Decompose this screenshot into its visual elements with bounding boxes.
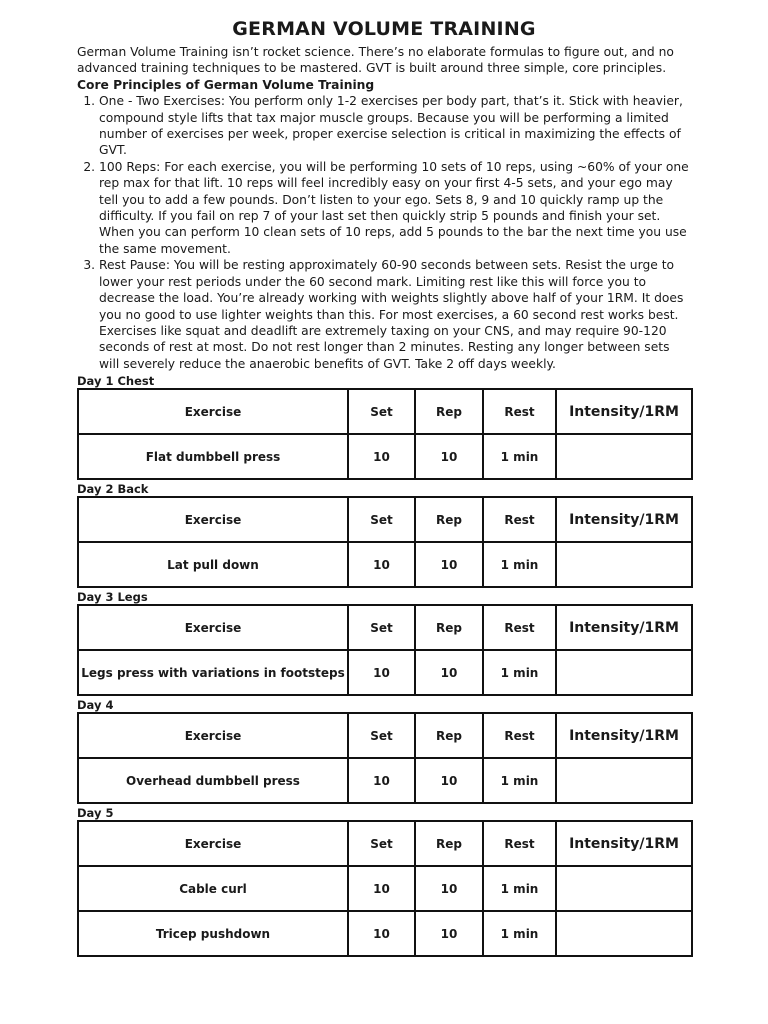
cell-intensity [556, 650, 692, 695]
cell-rep: 10 [415, 866, 483, 911]
day-section [77, 482, 691, 588]
header-intensity: Intensity/1RM [556, 821, 692, 866]
table-header-row [78, 389, 692, 434]
document-page [77, 0, 691, 957]
table-row [78, 434, 692, 479]
header-intensity: Intensity/1RM [556, 713, 692, 758]
header-rep: Rep [415, 821, 483, 866]
principle-item: 2. 100 Reps: For each exercise, you will be performing 10 sets of 10 reps, using ~60% of your one rep max for that lift. 10 reps will feel incredibly easy on your first 4-5 sets, and your ego may tell you to add a few pounds. Don’t listen to your ego. Sets 8, 9 and 10 quickly ramp up the difficulty. If you fail on rep 7 of your last set then quickly strip 5 pounds and finish your set. When you can perform 10 clean sets of 10 reps, add 5 pounds to the bar the next time you use the same movement. [99, 159, 691, 257]
cell-intensity [556, 758, 692, 803]
day-title: Day 5 [77, 806, 114, 821]
cell-rep: 10 [415, 542, 483, 587]
cell-set: 10 [348, 911, 415, 956]
cell-exercise: Overhead dumbbell press [78, 758, 348, 803]
day-section [77, 806, 691, 957]
header-set: Set [348, 605, 415, 650]
header-rep: Rep [415, 389, 483, 434]
cell-intensity [556, 911, 692, 956]
cell-rep: 10 [415, 434, 483, 479]
table-row [78, 911, 692, 956]
cell-rest: 1 min [483, 434, 556, 479]
cell-exercise: Legs press with variations in footsteps [78, 650, 348, 695]
workout-table [77, 496, 693, 588]
cell-intensity [556, 542, 692, 587]
header-rep: Rep [415, 605, 483, 650]
cell-set: 10 [348, 758, 415, 803]
cell-set: 10 [348, 866, 415, 911]
header-rest: Rest [483, 605, 556, 650]
day-section [77, 590, 691, 696]
header-set: Set [348, 497, 415, 542]
day-title: Day 3 Legs [77, 590, 148, 605]
table-header-row [78, 605, 692, 650]
header-exercise: Exercise [78, 821, 348, 866]
cell-rest: 1 min [483, 650, 556, 695]
cell-rep: 10 [415, 758, 483, 803]
header-set: Set [348, 713, 415, 758]
workout-days [77, 374, 691, 957]
table-row [78, 650, 692, 695]
cell-exercise: Lat pull down [78, 542, 348, 587]
workout-table [77, 388, 693, 480]
header-exercise: Exercise [78, 389, 348, 434]
day-title: Day 4 [77, 698, 114, 713]
header-rest: Rest [483, 497, 556, 542]
header-exercise: Exercise [78, 713, 348, 758]
principles-heading: Core Principles of German Volume Training [77, 77, 375, 92]
table-header-row [78, 497, 692, 542]
header-exercise: Exercise [78, 497, 348, 542]
cell-exercise: Tricep pushdown [78, 911, 348, 956]
day-section [77, 698, 691, 804]
header-set: Set [348, 821, 415, 866]
day-title: Day 2 Back [77, 482, 149, 497]
header-set: Set [348, 389, 415, 434]
header-intensity: Intensity/1RM [556, 605, 692, 650]
cell-set: 10 [348, 542, 415, 587]
header-intensity: Intensity/1RM [556, 389, 692, 434]
cell-rest: 1 min [483, 758, 556, 803]
table-row [78, 542, 692, 587]
cell-rep: 10 [415, 911, 483, 956]
cell-rest: 1 min [483, 866, 556, 911]
cell-rest: 1 min [483, 542, 556, 587]
principle-item: 3. Rest Pause: You will be resting approximately 60-90 seconds between sets. Resist the urge to lower your rest periods under the 60 second mark. Limiting rest like this will force you to decrease the load. You’re already working with weights slightly above half of your 1RM. It does you no good to use lighter weights than this. For most exercises, a 60 second rest works best. Exercises like squat and deadlift are extremely taxing on your CNS, and may require 90-120 seconds of rest at most. Do not rest longer than 2 minutes. Resting any longer between sets will severely reduce the anaerobic benefits of GVT. Take 2 off days weekly. [99, 257, 691, 372]
cell-intensity [556, 434, 692, 479]
day-title: Day 1 Chest [77, 374, 155, 389]
workout-table [77, 604, 693, 696]
header-rest: Rest [483, 821, 556, 866]
intro-paragraph: German Volume Training isn’t rocket science. There’s no elaborate formulas to figure out, and no advanced training techniques to be mastered. GVT is built around three simple, core principles. [77, 45, 674, 76]
header-rest: Rest [483, 713, 556, 758]
table-header-row [78, 713, 692, 758]
cell-rest: 1 min [483, 911, 556, 956]
cell-set: 10 [348, 434, 415, 479]
header-rep: Rep [415, 497, 483, 542]
principle-item: 1. One - Two Exercises: You perform only 1-2 exercises per body part, that’s it. Stick with heavier, compound style lifts that tax major muscle groups. Because you will be performing a limited number of exercises per week, proper exercise selection is critical in maximizing the effects of GVT. [99, 93, 691, 159]
table-row [78, 866, 692, 911]
cell-exercise: Flat dumbbell press [78, 434, 348, 479]
header-rep: Rep [415, 713, 483, 758]
cell-set: 10 [348, 650, 415, 695]
header-exercise: Exercise [78, 605, 348, 650]
day-section [77, 374, 691, 480]
table-row [78, 758, 692, 803]
cell-rep: 10 [415, 650, 483, 695]
header-intensity: Intensity/1RM [556, 497, 692, 542]
cell-intensity [556, 866, 692, 911]
workout-table [77, 712, 693, 804]
table-header-row [78, 821, 692, 866]
principles-list [77, 93, 691, 372]
header-rest: Rest [483, 389, 556, 434]
workout-table [77, 820, 693, 957]
cell-exercise: Cable curl [78, 866, 348, 911]
page-title: GERMAN VOLUME TRAINING [232, 18, 536, 40]
